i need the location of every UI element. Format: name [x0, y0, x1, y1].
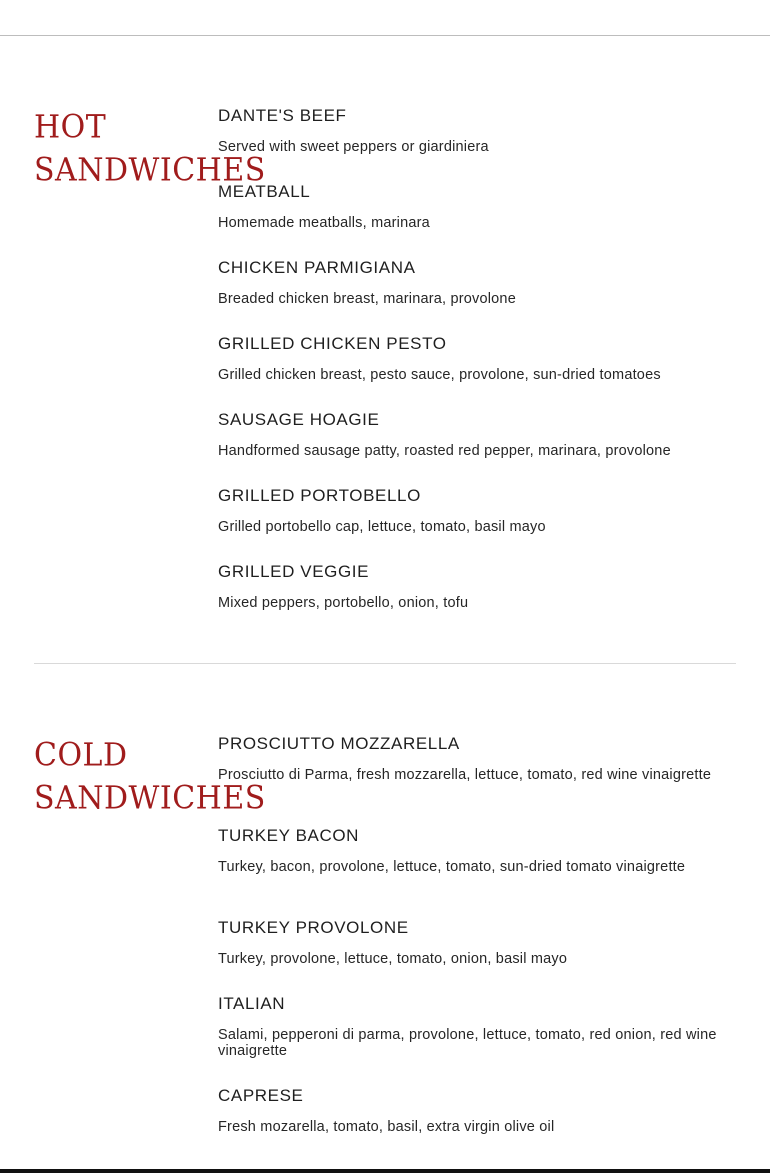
section-divider: [34, 663, 736, 664]
menu-list-cold: [218, 734, 738, 1162]
menu-item-name: MEATBALL: [218, 182, 311, 201]
menu-item: [218, 258, 738, 334]
menu-item-name: SAUSAGE HOAGIE: [218, 410, 380, 429]
section-title-hot: HOT SANDWICHES: [34, 109, 266, 189]
menu-item: [218, 562, 738, 638]
section-title-cold: COLD SANDWICHES: [34, 737, 266, 817]
menu-list-hot: [218, 106, 738, 638]
menu-item-name: TURKEY PROVOLONE: [218, 918, 409, 937]
menu-item: [218, 826, 738, 918]
menu-item-name: CHICKEN PARMIGIANA: [218, 258, 416, 277]
menu-item-description: Mixed peppers, portobello, onion, tofu: [218, 595, 469, 611]
menu-item-description: Served with sweet peppers or giardiniera: [218, 139, 489, 155]
menu-item-description: Grilled portobello cap, lettuce, tomato, basil mayo: [218, 519, 546, 535]
top-divider: [0, 35, 770, 36]
menu-item: [218, 994, 738, 1086]
menu-item-name: GRILLED CHICKEN PESTO: [218, 334, 447, 353]
menu-item-name: TURKEY BACON: [218, 826, 360, 845]
menu-item: [218, 918, 738, 994]
menu-item: [218, 734, 738, 826]
menu-item: [218, 334, 738, 410]
menu-item-description: Breaded chicken breast, marinara, provolone: [218, 291, 516, 307]
menu-item-name: GRILLED VEGGIE: [218, 562, 370, 581]
menu-item-name: PROSCIUTTO MOZZARELLA: [218, 734, 460, 753]
menu-item-description: Handformed sausage patty, roasted red pepper, marinara, provolone: [218, 443, 671, 459]
menu-item-description: Prosciutto di Parma, fresh mozzarella, lettuce, tomato, red wine vinaigrette: [218, 767, 712, 783]
bottom-bar: [0, 1169, 770, 1173]
menu-item-description: Turkey, bacon, provolone, lettuce, tomato, sun-dried tomato vinaigrette: [218, 859, 686, 875]
menu-item-name: ITALIAN: [218, 994, 286, 1013]
menu-item-name: CAPRESE: [218, 1086, 304, 1105]
menu-item: [218, 182, 738, 258]
menu-item-description: Salami, pepperoni di parma, provolone, lettuce, tomato, red onion, red wine vinaigrette: [218, 1027, 717, 1059]
menu-item: [218, 410, 738, 486]
menu-item-name: DANTE'S BEEF: [218, 106, 347, 125]
menu-item: [218, 1086, 738, 1162]
menu-item-name: GRILLED PORTOBELLO: [218, 486, 421, 505]
menu-item-description: Fresh mozarella, tomato, basil, extra virgin olive oil: [218, 1119, 555, 1135]
menu-item-description: Turkey, provolone, lettuce, tomato, onion, basil mayo: [218, 951, 568, 967]
menu-item-description: Homemade meatballs, marinara: [218, 215, 430, 231]
menu-item-description: Grilled chicken breast, pesto sauce, provolone, sun-dried tomatoes: [218, 367, 661, 383]
menu-item: [218, 106, 738, 182]
menu-item: [218, 486, 738, 562]
